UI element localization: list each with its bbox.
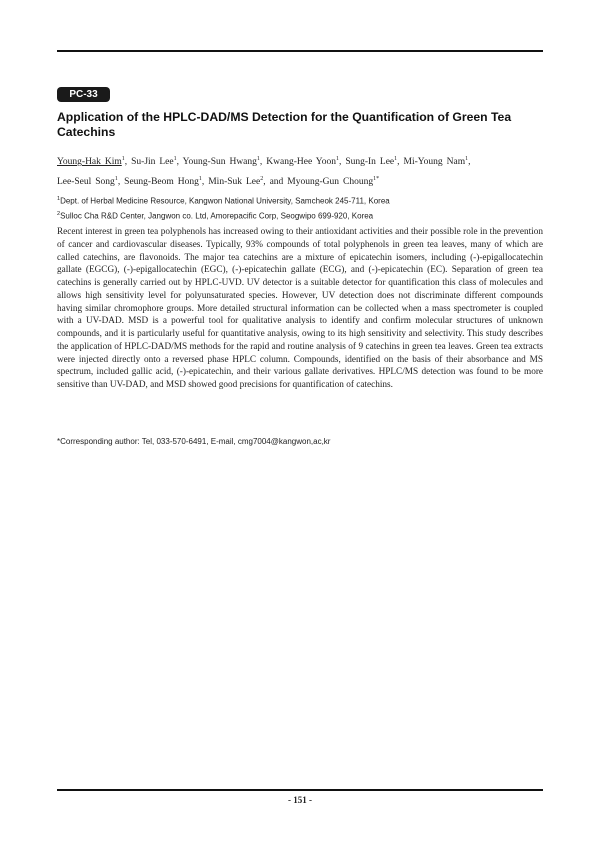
affiliation-mark: 2 xyxy=(57,210,61,217)
author xyxy=(57,177,124,187)
author xyxy=(131,157,183,167)
author xyxy=(208,177,287,187)
author-list xyxy=(57,151,543,191)
top-rule xyxy=(57,50,543,52)
author-affiliation-mark: 1 xyxy=(335,156,339,162)
author xyxy=(345,157,403,167)
author xyxy=(183,157,267,167)
author xyxy=(287,177,379,187)
author-separator: , xyxy=(259,157,267,168)
author-affiliation-mark: 2 xyxy=(260,176,264,183)
author-name: Min-Suk Lee xyxy=(208,177,261,188)
author-affiliation-mark: 1 xyxy=(121,156,125,162)
author xyxy=(266,157,345,167)
author-affiliation-mark: 1 xyxy=(173,156,177,162)
author-affiliation-mark: 1 xyxy=(198,176,202,183)
author-name: Young-Hak Kim xyxy=(57,157,122,168)
author-separator: , xyxy=(201,177,209,188)
author xyxy=(404,157,471,167)
author-separator: , xyxy=(117,177,125,188)
bottom-rule xyxy=(57,789,543,791)
author-name: Kwang-Hee Yoon xyxy=(266,157,336,168)
author-affiliation-mark: 1 xyxy=(114,176,118,183)
affiliation-text: Dept. of Herbal Medicine Resource, Kangwon National University, Samcheok 245-711, Korea xyxy=(60,196,390,206)
author-name: Mi-Young Nam xyxy=(403,157,466,168)
author-name: Lee-Seul Song xyxy=(57,177,115,188)
author-separator: , xyxy=(468,157,471,168)
author-name: Sung-In Lee xyxy=(345,157,395,168)
author-affiliation-mark: 1 xyxy=(394,156,398,162)
affiliation-list xyxy=(57,193,543,222)
author-separator: , and xyxy=(263,177,288,188)
author-affiliation-mark: 1 xyxy=(465,156,469,162)
author xyxy=(57,157,131,167)
affiliation-text: Sulloc Cha R&D Center, Jangwon co. Ltd, Amorepacific Corp, Seogwipo 699-920, Korea xyxy=(60,211,374,221)
author xyxy=(124,177,208,187)
paper-title: Application of the HPLC-DAD/MS Detection for the Quantification of Green Tea Catechins xyxy=(57,110,512,139)
abstract-code-badge: PC-33 xyxy=(57,87,110,102)
author-name: Myoung-Gun Choung xyxy=(287,177,374,188)
author-name: Seung-Beom Hong xyxy=(124,177,199,188)
abstract-body: Recent interest in green tea polyphenols has increased owing to their antioxidant activities and their possible role in the prevention of cancer and cardiovascular diseases. Typically, 93% compounds of total polyphenols in green tea leaves, many of which are called catechins, are flavonoids. The major tea catechins are a mixture of epicatechin isomers, including (-)-epigallocatechin gallate (EGCG), (-)-epigallocatechin (EGC), (-)-epicatechin gallate (ECG), and (-)-epicatechin (EC). Separation of green tea catechins is generally carried out by HPLC-UVD. UV detector is a suitable detector for quantification this class of molecules and allows high sensitivity level for polyunsaturated species. However, UV detection does not discriminate different compounds having similar chromophore groups. More detailed structural information can be collected when a mass spectrometer is coupled with a UV-DAD. MSD is a powerful tool for qualitative analysis to identify and confirm molecular structures of unknown compounds, and it is particularly useful for quantitative analysis, owing to its high sensitivity and selectivity. This study describes the application of HPLC-DAD/MS methods for the rapid and routine analysis of 9 catechins in green tea leaves. Green tea extracts were injected directly onto a reversed phase HPLC column. Compounds, identified on the basis of their absorbance and MS spectrum, included gallic acid, (-)-epicatechin, and their various gallate derivatives. HPLC/MS detection was found to be more sensitive than UV-DAD, and MSD showed good precisions for quantification of catechins. xyxy=(57,227,543,390)
author-separator: , xyxy=(176,157,183,168)
corresponding-author-note: *Corresponding author: Tel, 033-570-6491, E-mail, cmg7004@kangwon,ac,kr xyxy=(57,437,331,446)
affiliation xyxy=(57,208,543,223)
author-name: Su-Jin Lee xyxy=(131,157,174,168)
author-affiliation-mark: 1 xyxy=(256,156,260,162)
affiliation-mark: 1 xyxy=(57,196,61,202)
affiliation xyxy=(57,193,543,208)
author-separator: , xyxy=(124,157,132,168)
author-separator: , xyxy=(338,157,346,168)
page-number: - 151 - xyxy=(288,795,312,805)
author-separator: , xyxy=(397,157,404,168)
author-affiliation-mark: 1* xyxy=(373,176,380,183)
author-name: Young-Sun Hwang xyxy=(182,157,257,168)
